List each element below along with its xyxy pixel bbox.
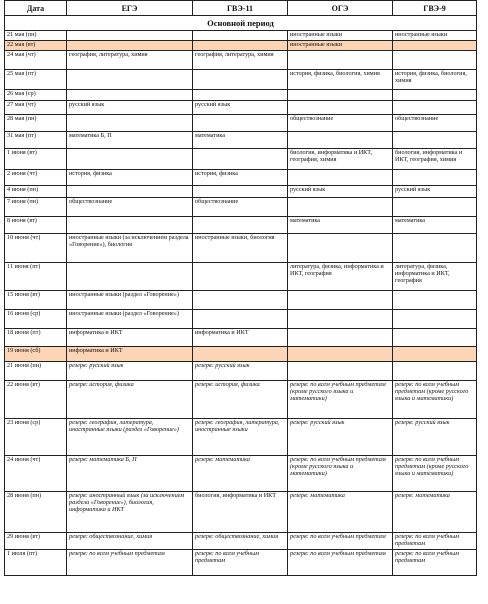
ege-cell: резерв: обществознание, химия (67, 533, 193, 550)
ege-cell: резерв: математика Б, П (67, 456, 193, 492)
table-row (5, 263, 477, 291)
gve9-cell (393, 347, 477, 362)
date-cell: 24 июня (чт) (5, 456, 67, 492)
gve11-cell (193, 217, 288, 234)
ege-cell (67, 70, 193, 90)
oge-cell: история, физика, биология, химия (288, 70, 393, 90)
gve9-cell: биология, информатика и ИКТ, география, химия (393, 149, 477, 170)
gve11-cell: география, литература, химия (193, 51, 288, 70)
gve11-cell (193, 310, 288, 329)
date-cell: 31 мая (пт) (5, 132, 67, 149)
table-row (5, 198, 477, 217)
gve11-cell: обществознание (193, 198, 288, 217)
gve11-cell (193, 347, 288, 362)
gve11-cell: математика (193, 132, 288, 149)
gve9-cell (393, 310, 477, 329)
oge-cell (288, 234, 393, 263)
oge-cell: русский язык (288, 186, 393, 198)
ege-cell: резерв: русский язык (67, 362, 193, 381)
oge-cell: обществознание (288, 115, 393, 132)
gve9-cell (393, 101, 477, 115)
gve11-cell: резерв: математика (193, 456, 288, 492)
ege-cell: обществознание (67, 198, 193, 217)
header-oge: ОГЭ (288, 1, 393, 16)
gve9-cell: иностранные языки (393, 31, 477, 41)
table-row (5, 41, 477, 51)
date-cell: 25 мая (пт) (5, 70, 67, 90)
oge-cell (288, 132, 393, 149)
gve11-cell: резерв: география, литература, иностранные языки (193, 419, 288, 456)
gve9-cell (393, 132, 477, 149)
table-row (5, 550, 477, 576)
ege-cell: резерв: по всем учебным предметам (67, 550, 193, 576)
gve9-cell: резерв: по всем учебным предметам (393, 550, 477, 576)
table-row (5, 329, 477, 347)
date-cell: 1 июля (пт) (5, 550, 67, 576)
gve11-cell (193, 263, 288, 291)
date-cell: 29 июня (вт) (5, 533, 67, 550)
date-cell: 4 июня (пн) (5, 186, 67, 198)
table-row (5, 90, 477, 101)
date-cell: 27 мая (чт) (5, 101, 67, 115)
gve11-cell: резерв: по всем учебным предметам (193, 550, 288, 576)
date-cell: 28 мая (пн) (5, 115, 67, 132)
ege-cell (67, 217, 193, 234)
gve11-cell (193, 41, 288, 51)
date-cell: 19 июня (сб) (5, 347, 67, 362)
oge-cell: резерв: по всем учебным предметам (288, 550, 393, 576)
date-cell: 7 июня (пн) (5, 198, 67, 217)
gve9-cell: резерв: по всем учебным предметам (кроме русского языка и математики) (393, 381, 477, 419)
gve9-cell (393, 362, 477, 381)
date-cell: 10 июня (чт) (5, 234, 67, 263)
header-ege: ЕГЭ (67, 1, 193, 16)
ege-cell: история, физика (67, 170, 193, 186)
gve11-cell (193, 115, 288, 132)
ege-cell (67, 90, 193, 101)
gve9-cell (393, 51, 477, 70)
table-row (5, 381, 477, 419)
table-row (5, 101, 477, 115)
header-date: Дата (5, 1, 67, 16)
table-row (5, 51, 477, 70)
ege-cell (67, 263, 193, 291)
date-cell: 26 мая (ср) (5, 90, 67, 101)
table-row (5, 170, 477, 186)
gve9-cell (393, 291, 477, 310)
oge-cell: математика (288, 217, 393, 234)
oge-cell (288, 310, 393, 329)
oge-cell (288, 51, 393, 70)
section-title: Основной период (5, 16, 477, 31)
oge-cell: резерв: по всем учебным предметам (кроме русского языка и математики) (288, 456, 393, 492)
gve11-cell: русский язык (193, 101, 288, 115)
table-row (5, 347, 477, 362)
date-cell: 24 мая (чт) (5, 51, 67, 70)
gve11-cell (193, 186, 288, 198)
date-cell: 15 июня (вт) (5, 291, 67, 310)
oge-cell: резерв: по всем учебным предметам (288, 533, 393, 550)
gve11-cell: история, физика (193, 170, 288, 186)
ege-cell: резерв: иностранный язык (за исключением раздела «Говорение»), биология, информатика и ИКТ (67, 492, 193, 533)
date-cell: 1 июня (вт) (5, 149, 67, 170)
ege-cell (67, 186, 193, 198)
oge-cell: биология, информатика и ИКТ, география, химия (288, 149, 393, 170)
oge-cell (288, 291, 393, 310)
header-row (5, 1, 477, 16)
gve9-cell (393, 234, 477, 263)
ege-cell: математика Б, П (67, 132, 193, 149)
section-row (5, 16, 477, 31)
oge-cell: литература, физика, информатика и ИКТ, география (288, 263, 393, 291)
date-cell: 21 июня (пн) (5, 362, 67, 381)
gve9-cell: математика (393, 217, 477, 234)
ege-cell (67, 115, 193, 132)
date-cell: 22 мая (вт) (5, 41, 67, 51)
gve11-cell: резерв: русский язык (193, 362, 288, 381)
gve9-cell (393, 170, 477, 186)
table-row (5, 234, 477, 263)
table-row (5, 456, 477, 492)
ege-cell (67, 31, 193, 41)
ege-cell: география, литература, химия (67, 51, 193, 70)
oge-cell (288, 329, 393, 347)
date-cell: 28 июня (пн) (5, 492, 67, 533)
gve9-cell: история, физика, биология, химия (393, 70, 477, 90)
gve9-cell: литература, физика, информатика и ИКТ, география (393, 263, 477, 291)
table-row (5, 149, 477, 170)
exam-schedule-table (4, 0, 477, 576)
oge-cell: иностранные языки (288, 41, 393, 51)
ege-cell (67, 41, 193, 51)
ege-cell: резерв: география, литература, иностранные языки (раздел «Говорение») (67, 419, 193, 456)
table-row (5, 186, 477, 198)
table-row (5, 492, 477, 533)
ege-cell: иностранные языки (раздел «Говорение») (67, 291, 193, 310)
oge-cell (288, 347, 393, 362)
date-cell: 18 июня (пт) (5, 329, 67, 347)
header-gve9: ГВЭ-9 (393, 1, 477, 16)
gve9-cell (393, 41, 477, 51)
table-row (5, 291, 477, 310)
oge-cell: иностранные языки (288, 31, 393, 41)
date-cell: 11 июня (пт) (5, 263, 67, 291)
gve11-cell: резерв: история, физика (193, 381, 288, 419)
oge-cell: резерв: по всем учебным предметам (кроме русского языка и математики) (288, 381, 393, 419)
ege-cell (67, 149, 193, 170)
oge-cell (288, 170, 393, 186)
oge-cell: резерв: математика (288, 492, 393, 533)
table-row (5, 217, 477, 234)
date-cell: 8 июня (вт) (5, 217, 67, 234)
oge-cell (288, 90, 393, 101)
table-row (5, 132, 477, 149)
gve9-cell: резерв: русский язык (393, 419, 477, 456)
table-row (5, 115, 477, 132)
header-gve11: ГВЭ-11 (193, 1, 288, 16)
table-row (5, 70, 477, 90)
gve11-cell: резерв: обществознание, химия (193, 533, 288, 550)
table-row (5, 362, 477, 381)
table-row (5, 533, 477, 550)
gve9-cell: резерв: по всем учебным предметам (393, 533, 477, 550)
ege-cell: русский язык (67, 101, 193, 115)
gve9-cell: резерв: по всем учебным предметам (кроме русского языка и математики) (393, 456, 477, 492)
table-row (5, 419, 477, 456)
ege-cell: резерв: история, физика (67, 381, 193, 419)
table-row (5, 310, 477, 329)
gve9-cell: русский язык (393, 186, 477, 198)
gve9-cell (393, 90, 477, 101)
date-cell: 21 мая (пн) (5, 31, 67, 41)
date-cell: 23 июня (ср) (5, 419, 67, 456)
oge-cell: резерв: русский язык (288, 419, 393, 456)
ege-cell: иностранные языки (за исключением раздела «Говорение»), биология (67, 234, 193, 263)
table-row (5, 31, 477, 41)
gve11-cell (193, 149, 288, 170)
oge-cell (288, 101, 393, 115)
oge-cell (288, 198, 393, 217)
gve9-cell (393, 198, 477, 217)
date-cell: 16 июня (ср) (5, 310, 67, 329)
gve9-cell: резерв: математика (393, 492, 477, 533)
oge-cell (288, 362, 393, 381)
date-cell: 2 июня (чт) (5, 170, 67, 186)
gve11-cell (193, 31, 288, 41)
gve11-cell (193, 90, 288, 101)
gve11-cell (193, 291, 288, 310)
ege-cell: информатика и ИКТ (67, 329, 193, 347)
ege-cell: иностранные языки (раздел «Говорение») (67, 310, 193, 329)
gve11-cell: биология, информатика и ИКТ (193, 492, 288, 533)
gve11-cell (193, 70, 288, 90)
gve11-cell: иностранные языки, биология (193, 234, 288, 263)
ege-cell: информатика и ИКТ (67, 347, 193, 362)
gve11-cell: информатика и ИКТ (193, 329, 288, 347)
gve9-cell (393, 329, 477, 347)
date-cell: 22 июня (вт) (5, 381, 67, 419)
gve9-cell: обществознание (393, 115, 477, 132)
